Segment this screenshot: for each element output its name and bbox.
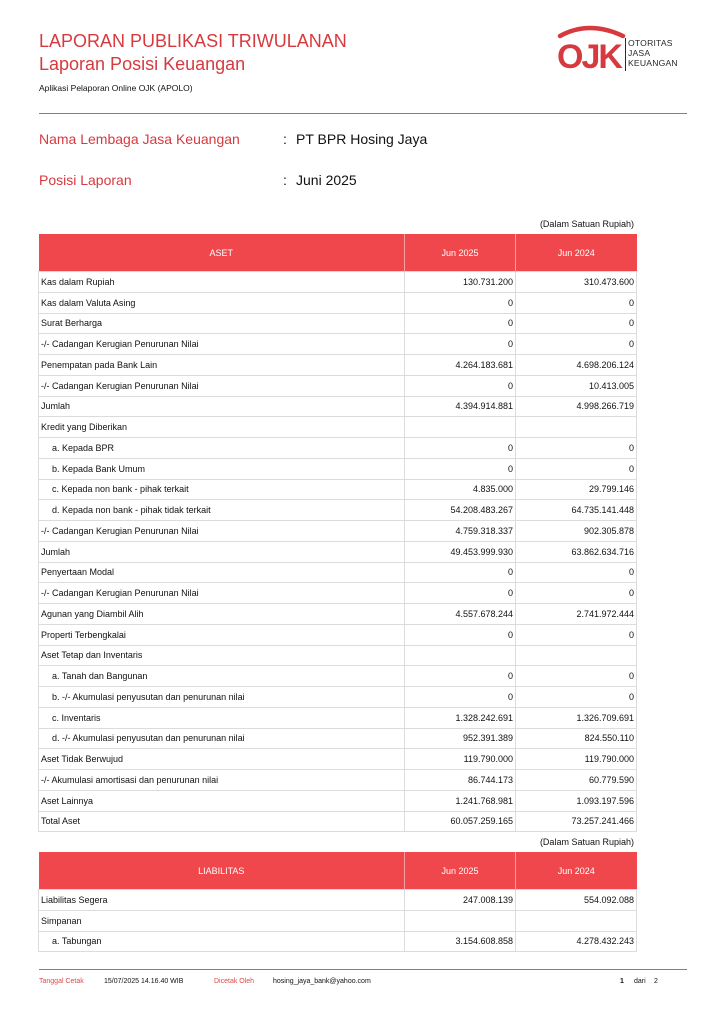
row-label: Agunan yang Diambil Alih (39, 604, 405, 625)
value-jun-2025: 4.835.000 (405, 479, 516, 500)
assets-unit-note: (Dalam Satuan Rupiah) (539, 219, 634, 229)
value-jun-2025: 0 (405, 583, 516, 604)
value-jun-2024: 310.473.600 (516, 272, 637, 293)
row-label: Liabilitas Segera (39, 890, 405, 911)
row-label: Properti Terbengkalai (39, 624, 405, 645)
value-jun-2024: 0 (516, 583, 637, 604)
page-of: dari (634, 978, 646, 985)
assets-header-row (39, 234, 637, 272)
table-row (39, 272, 637, 293)
value-jun-2024: 2.741.972.444 (516, 604, 637, 625)
row-label: c. Inventaris (39, 707, 405, 728)
table-row (39, 583, 637, 604)
page-total: 2 (654, 978, 658, 985)
row-label: b. Kepada Bank Umum (39, 458, 405, 479)
row-label: Jumlah (39, 541, 405, 562)
print-date-label: Tanggal Cetak (39, 978, 84, 985)
table-row (39, 292, 637, 313)
table-row (39, 396, 637, 417)
value-jun-2025: 0 (405, 687, 516, 708)
table-row (39, 910, 637, 931)
table-row (39, 313, 637, 334)
row-label: Penempatan pada Bank Lain (39, 355, 405, 376)
value-jun-2024: 0 (516, 313, 637, 334)
value-jun-2024: 0 (516, 292, 637, 313)
value-jun-2025: 49.453.999.930 (405, 541, 516, 562)
value-jun-2025: 86.744.173 (405, 770, 516, 791)
row-label: d. Kepada non bank - pihak tidak terkait (39, 500, 405, 521)
value-jun-2024: 0 (516, 624, 637, 645)
table-row (39, 355, 637, 376)
printed-by-value: hosing_jaya_bank@yahoo.com (273, 978, 371, 985)
row-label: -/- Cadangan Kerugian Penurunan Nilai (39, 521, 405, 542)
row-label: c. Kepada non bank - pihak terkait (39, 479, 405, 500)
report-title: LAPORAN PUBLIKASI TRIWULANAN (39, 31, 347, 51)
value-jun-2025: 0 (405, 624, 516, 645)
value-jun-2025: 0 (405, 313, 516, 334)
institution-colon: : (283, 131, 287, 147)
value-jun-2024: 902.305.878 (516, 521, 637, 542)
value-jun-2024: 29.799.146 (516, 479, 637, 500)
table-row (39, 645, 637, 666)
print-date-value: 15/07/2025 14.16.40 WIB (104, 978, 184, 985)
row-label: a. Tabungan (39, 931, 405, 952)
value-jun-2025: 4.394.914.881 (405, 396, 516, 417)
report-subtitle: Laporan Posisi Keuangan (39, 54, 246, 74)
column-header: Jun 2024 (516, 852, 637, 890)
table-row (39, 479, 637, 500)
table-row (39, 890, 637, 911)
table-row (39, 687, 637, 708)
table-row (39, 417, 637, 438)
row-label: -/- Cadangan Kerugian Penurunan Nilai (39, 375, 405, 396)
table-row (39, 931, 637, 952)
row-label: Total Aset (39, 811, 405, 832)
row-label: Jumlah (39, 396, 405, 417)
value-jun-2024: 1.093.197.596 (516, 790, 637, 811)
table-row (39, 604, 637, 625)
row-label: Simpanan (39, 910, 405, 931)
svg-text:OJK: OJK (557, 38, 621, 74)
row-label: Aset Tidak Berwujud (39, 749, 405, 770)
value-jun-2025: 4.264.183.681 (405, 355, 516, 376)
period-value: Juni 2025 (296, 172, 357, 188)
table-row (39, 458, 637, 479)
table-row (39, 624, 637, 645)
period-label: Posisi Laporan (39, 172, 132, 188)
row-label: a. Kepada BPR (39, 438, 405, 459)
table-row (39, 811, 637, 832)
value-jun-2024: 73.257.241.466 (516, 811, 637, 832)
row-label: Penyertaan Modal (39, 562, 405, 583)
row-label: -/- Cadangan Kerugian Penurunan Nilai (39, 334, 405, 355)
value-jun-2025: 4.557.678.244 (405, 604, 516, 625)
table-row (39, 790, 637, 811)
row-label: Aset Lainnya (39, 790, 405, 811)
value-jun-2024: 63.862.634.716 (516, 541, 637, 562)
assets-table (38, 234, 637, 832)
row-label: Aset Tetap dan Inventaris (39, 645, 405, 666)
column-header: Jun 2025 (405, 852, 516, 890)
value-jun-2025: 0 (405, 334, 516, 355)
row-label: Kas dalam Rupiah (39, 272, 405, 293)
value-jun-2025: 4.759.318.337 (405, 521, 516, 542)
value-jun-2025 (405, 417, 516, 438)
liabilities-header-row (39, 852, 637, 890)
row-label: Kas dalam Valuta Asing (39, 292, 405, 313)
value-jun-2025 (405, 645, 516, 666)
institution-label: Nama Lembaga Jasa Keuangan (39, 131, 240, 147)
value-jun-2025: 0 (405, 438, 516, 459)
period-colon: : (283, 172, 287, 188)
value-jun-2024: 60.779.590 (516, 770, 637, 791)
value-jun-2025: 54.208.483.267 (405, 500, 516, 521)
table-row (39, 707, 637, 728)
app-name: Aplikasi Pelaporan Online OJK (APOLO) (39, 83, 193, 93)
value-jun-2025: 60.057.259.165 (405, 811, 516, 832)
table-row (39, 334, 637, 355)
row-label: -/- Akumulasi amortisasi dan penurunan nilai (39, 770, 405, 791)
column-header: Jun 2025 (405, 234, 516, 272)
value-jun-2025: 3.154.608.858 (405, 931, 516, 952)
institution-value: PT BPR Hosing Jaya (296, 131, 428, 147)
value-jun-2025: 952.391.389 (405, 728, 516, 749)
table-row (39, 521, 637, 542)
page-number: 1 (620, 978, 624, 985)
value-jun-2024 (516, 910, 637, 931)
value-jun-2024: 0 (516, 458, 637, 479)
value-jun-2024: 0 (516, 438, 637, 459)
table-row (39, 375, 637, 396)
value-jun-2025: 1.241.768.981 (405, 790, 516, 811)
row-label: d. -/- Akumulasi penyusutan dan penurunan nilai (39, 728, 405, 749)
value-jun-2024: 824.550.110 (516, 728, 637, 749)
value-jun-2024: 0 (516, 334, 637, 355)
ojk-logo-text: OTORITAS JASA KEUANGAN (628, 38, 678, 68)
value-jun-2024: 0 (516, 687, 637, 708)
header-divider (39, 113, 687, 114)
table-row (39, 770, 637, 791)
value-jun-2024 (516, 417, 637, 438)
value-jun-2024: 4.698.206.124 (516, 355, 637, 376)
liabilities-unit-note: (Dalam Satuan Rupiah) (539, 837, 634, 847)
value-jun-2025: 0 (405, 375, 516, 396)
value-jun-2024: 4.278.432.243 (516, 931, 637, 952)
value-jun-2024: 64.735.141.448 (516, 500, 637, 521)
table-row (39, 438, 637, 459)
table-row (39, 728, 637, 749)
column-header: LIABILITAS (39, 852, 405, 890)
table-row (39, 749, 637, 770)
table-row (39, 500, 637, 521)
footer-divider (39, 969, 687, 970)
value-jun-2024 (516, 645, 637, 666)
value-jun-2024: 0 (516, 666, 637, 687)
row-label: a. Tanah dan Bangunan (39, 666, 405, 687)
row-label: Surat Berharga (39, 313, 405, 334)
value-jun-2025: 130.731.200 (405, 272, 516, 293)
table-row (39, 666, 637, 687)
column-header: Jun 2024 (516, 234, 637, 272)
value-jun-2025: 247.008.139 (405, 890, 516, 911)
value-jun-2025: 0 (405, 458, 516, 479)
value-jun-2024: 0 (516, 562, 637, 583)
value-jun-2025 (405, 910, 516, 931)
value-jun-2024: 119.790.000 (516, 749, 637, 770)
value-jun-2025: 0 (405, 562, 516, 583)
table-row (39, 562, 637, 583)
printed-by-label: Dicetak Oleh (214, 978, 255, 985)
value-jun-2025: 119.790.000 (405, 749, 516, 770)
value-jun-2025: 1.328.242.691 (405, 707, 516, 728)
value-jun-2025: 0 (405, 292, 516, 313)
value-jun-2024: 554.092.088 (516, 890, 637, 911)
value-jun-2024: 1.326.709.691 (516, 707, 637, 728)
row-label: -/- Cadangan Kerugian Penurunan Nilai (39, 583, 405, 604)
value-jun-2024: 10.413.005 (516, 375, 637, 396)
column-header: ASET (39, 234, 405, 272)
row-label: b. -/- Akumulasi penyusutan dan penurunan nilai (39, 687, 405, 708)
value-jun-2025: 0 (405, 666, 516, 687)
liabilities-table (38, 852, 637, 952)
value-jun-2024: 4.998.266.719 (516, 396, 637, 417)
row-label: Kredit yang Diberikan (39, 417, 405, 438)
table-row (39, 541, 637, 562)
